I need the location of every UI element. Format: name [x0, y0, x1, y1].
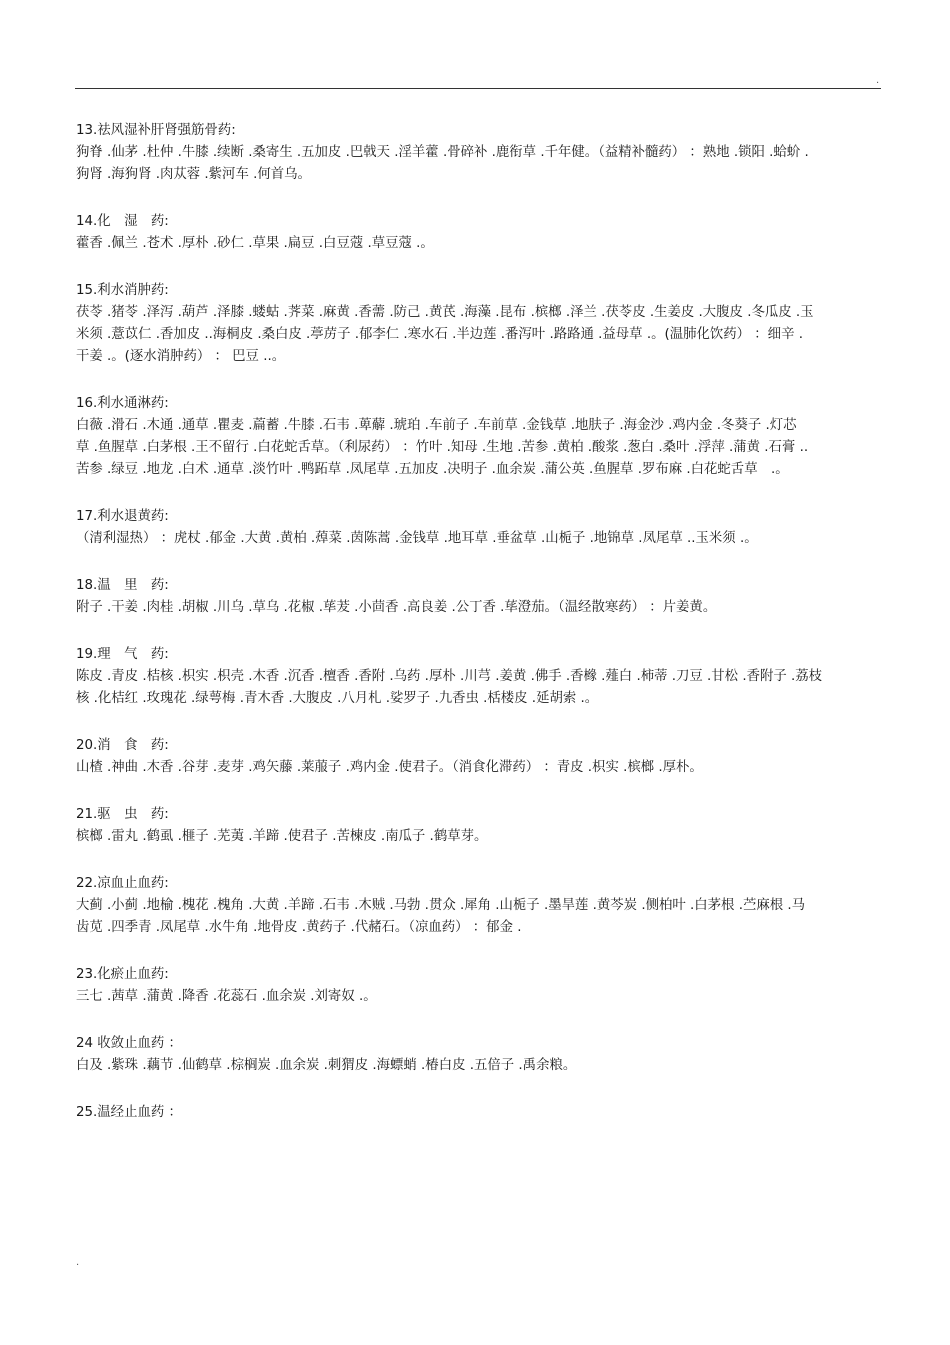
- herb-list: [76, 415, 884, 481]
- herb-category-section: [76, 575, 884, 619]
- herb-list-line: 山楂 .神曲 .木香 .谷芽 .麦芽 .鸡矢藤 .莱菔子 .鸡内金 .使君子。（消食化滞药） ：青皮 .枳实 .槟榔 .厚朴。: [76, 760, 703, 775]
- herb-list-line: （清利湿热） ：虎杖 .郁金 .大黄 .黄柏 .蔊菜 .茵陈蒿 .金钱草 .地耳草 .垂盆草 .山栀子 .地锦草 .凤尾草 ..玉米须 .。: [76, 531, 758, 546]
- herb-list-line: 白薇 .滑石 .木通 .通草 .瞿麦 .萹蓄 .牛膝 .石韦 .萆薢 .琥珀 .车前子 .车前草 .金钱草 .地肤子 .海金沙 .鸡内金 .冬葵子 .灯芯: [76, 418, 797, 433]
- herb-category-section: [76, 873, 884, 939]
- herb-list-line: 三七 .茜草 .蒲黄 .降香 .花蕊石 .血余炭 .刘寄奴 .。: [76, 989, 377, 1004]
- section-heading: 14.化 湿 药:: [76, 214, 169, 229]
- section-heading: 18.温 里 药:: [76, 578, 169, 593]
- herb-list: [76, 986, 884, 1008]
- herb-category-section: [76, 804, 884, 848]
- section-heading: 13.祛风湿补肝肾强筋骨药:: [76, 123, 236, 138]
- herb-list-line: 核 .化桔红 .玫瑰花 .绿萼梅 .青木香 .大腹皮 .八月札 .娑罗子 .九香虫 .栝楼皮 .延胡索 .。: [76, 691, 599, 706]
- section-heading: 24 收敛止血药 ：: [76, 1036, 182, 1051]
- herb-list-line: 槟榔 .雷丸 .鹤虱 .榧子 .芜荑 .羊蹄 .使君子 .苦楝皮 .南瓜子 .鹤草芽。: [76, 829, 488, 844]
- herb-list-line: 齿苋 .四季青 .凤尾草 .水牛角 .地骨皮 .黄药子 .代赭石。（凉血药） ：郁金 .: [76, 920, 522, 935]
- herb-list-line: 藿香 .佩兰 .苍术 .厚朴 .砂仁 .草果 .扁豆 .白豆蔻 .草豆蔻 .。: [76, 236, 434, 251]
- herb-list: [76, 302, 884, 368]
- top-rule: [75, 88, 881, 89]
- herb-category-section: [76, 644, 884, 710]
- section-heading: 20.消 食 药:: [76, 738, 169, 753]
- section-heading: 25.温经止血药 ：: [76, 1105, 182, 1120]
- herb-category-section: [76, 506, 884, 550]
- herb-list-line: 狗肾 .海狗肾 .肉苁蓉 .紫河车 .何首乌。: [76, 167, 311, 182]
- herb-list: [76, 597, 884, 619]
- herb-list: [76, 233, 884, 255]
- herb-list: [76, 142, 884, 186]
- herb-list-line: 白及 .紫珠 .藕节 .仙鹤草 .棕榈炭 .血余炭 .刺猬皮 .海螵蛸 .椿白皮 .五倍子 .禹余粮。: [76, 1058, 577, 1073]
- herb-list-line: 陈皮 .青皮 .桔核 .枳实 .枳壳 .木香 .沉香 .檀香 .香附 .乌药 .厚朴 .川芎 .姜黄 .佛手 .香橼 .薤白 .柿蒂 .刀豆 .甘松 .香附子 .荔枝: [76, 669, 823, 684]
- herb-list-line: 米须 .薏苡仁 .香加皮 ..海桐皮 .桑白皮 .葶苈子 .郁李仁 .寒水石 .半边莲 .番泻叶 .路路通 .益母草 .。(温肺化饮药） ：细辛 .: [76, 327, 803, 342]
- herb-category-section: [76, 735, 884, 779]
- section-heading: 17.利水退黄药:: [76, 509, 169, 524]
- herb-category-section: [76, 1102, 884, 1124]
- section-heading: 16.利水通淋药:: [76, 396, 169, 411]
- herb-list-line: 茯苓 .猪苓 .泽泻 .葫芦 .泽膝 .蝼蛄 .荠菜 .麻黄 .香薷 .防己 .黄芪 .海藻 .昆布 .槟榔 .泽兰 .茯苓皮 .生姜皮 .大腹皮 .冬瓜皮 .玉: [76, 305, 814, 320]
- section-heading: 23.化瘀止血药:: [76, 967, 169, 982]
- document-body: [76, 120, 884, 1149]
- herb-list-line: 苦参 .绿豆 .地龙 .白术 .通草 .淡竹叶 .鸭跖草 .凤尾草 .五加皮 .决明子 .血余炭 .蒲公英 .鱼腥草 .罗布麻 .白花蛇舌草 .。: [76, 462, 789, 477]
- herb-list: [76, 528, 884, 550]
- section-heading: 21.驱 虫 药:: [76, 807, 169, 822]
- herb-list-line: 干姜 .。(逐水消肿药） ： 巴豆 ..。: [76, 349, 286, 364]
- section-heading: 19.理 气 药:: [76, 647, 169, 662]
- herb-category-section: [76, 393, 884, 481]
- herb-list: [76, 1055, 884, 1077]
- herb-category-section: [76, 211, 884, 255]
- corner-mark-bottom: .: [76, 1257, 80, 1268]
- herb-list: [76, 826, 884, 848]
- herb-list: [76, 757, 884, 779]
- section-heading: 22.凉血止血药:: [76, 876, 169, 891]
- herb-list-line: 大蓟 .小蓟 .地榆 .槐花 .槐角 .大黄 .羊蹄 .石韦 .木贼 .马勃 .贯众 .犀角 .山栀子 .墨旱莲 .黄芩炭 .侧柏叶 .白茅根 .苎麻根 .马: [76, 898, 806, 913]
- herb-category-section: [76, 964, 884, 1008]
- herb-category-section: [76, 1033, 884, 1077]
- herb-list-line: 狗脊 .仙茅 .杜仲 .牛膝 .续断 .桑寄生 .五加皮 .巴戟天 .淫羊藿 .骨碎补 .鹿衔草 .千年健。（益精补髓药） ：熟地 .锁阳 .蛤蚧 .: [76, 145, 809, 160]
- herb-list-line: 附子 .干姜 .肉桂 .胡椒 .川乌 .草乌 .花椒 .荜茇 .小茴香 .高良姜 .公丁香 .荜澄茄。（温经散寒药） ：片姜黄。: [76, 600, 717, 615]
- herb-list: [76, 895, 884, 939]
- herb-list-line: 草 .鱼腥草 .白茅根 .王不留行 .白花蛇舌草。（利尿药） ：竹叶 .知母 .生地 .苦参 .黄柏 .酸浆 .葱白 .桑叶 .浮萍 .蒲黄 .石膏 ..: [76, 440, 809, 455]
- herb-category-section: [76, 120, 884, 186]
- herb-list: [76, 666, 884, 710]
- herb-category-section: [76, 280, 884, 368]
- section-heading: 15.利水消肿药:: [76, 283, 169, 298]
- corner-mark-top: .: [876, 75, 880, 86]
